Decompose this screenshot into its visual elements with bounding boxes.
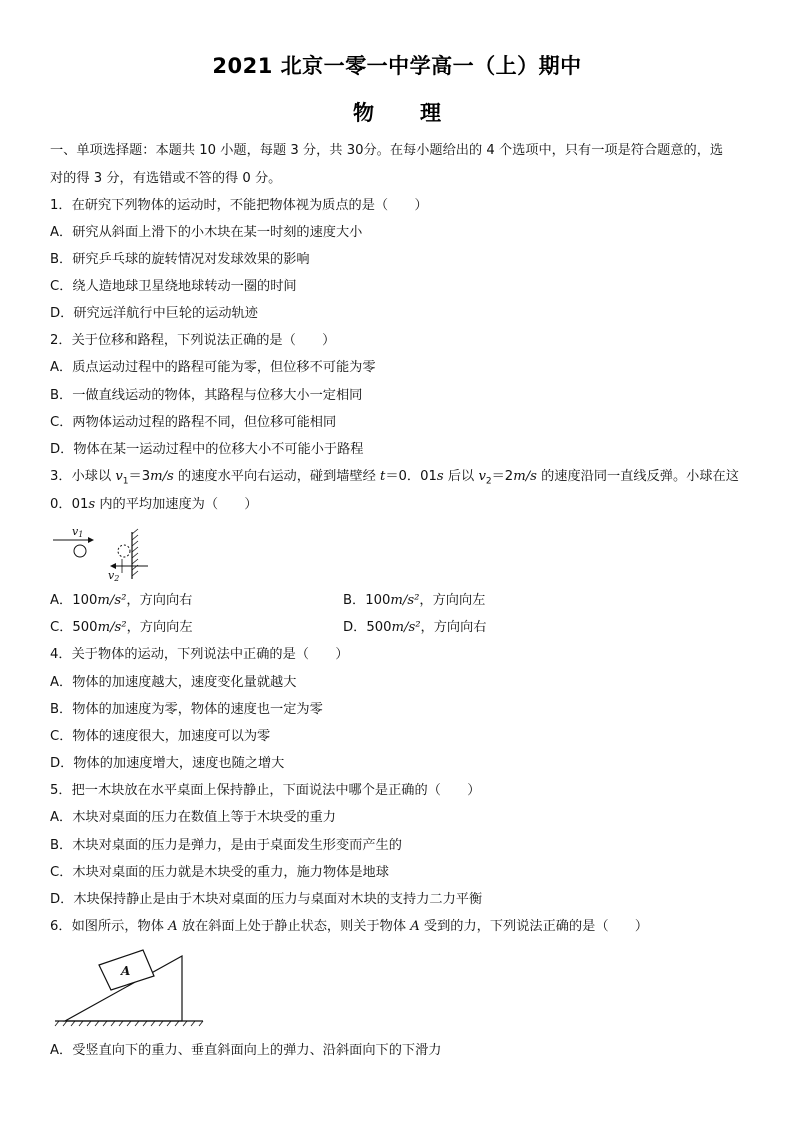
q4-stem: 4．关于物体的运动，下列说法中正确的是（ ） (50, 647, 349, 662)
q1-option-a: A．研究从斜面上滑下的小木块在某一时刻的速度大小 (50, 225, 363, 240)
q3-stem-line-1: 3．小球以 $v_1=3m/s$ 的速度水平向右运动，碰到墙壁经 t＝0．01s 后以 $v_2=2m/s$ 的速度沿同一直线反弹。小球在这 (50, 469, 739, 487)
subject-char-2: 理 (420, 101, 441, 125)
q6-option-a: A．受竖直向下的重力、垂直斜面向上的弹力、沿斜面向下的下滑力 (50, 1043, 442, 1058)
q5-option-c: C．木块对桌面的压力就是木块受的重力，施力物体是地球 (50, 865, 389, 880)
block-a-label: A (121, 964, 131, 978)
q4-option-b: B．物体的加速度为零，物体的速度也一定为零 (50, 702, 323, 717)
ground-hatching (55, 1021, 203, 1026)
q5-option-b: B．木块对桌面的压力是弹力，是由于桌面发生形变而产生的 (50, 838, 402, 853)
q3-figure-ball-wall (50, 522, 160, 584)
q3-stem-line-2: 0．01s 内的平均加速度为（ ） (50, 497, 258, 512)
q4-option-c: C．物体的速度很大，加速度可以为零 (50, 729, 271, 744)
q3-option-c: C．500m/s²，方向向左 (50, 620, 193, 635)
q5-option-a: A．木块对桌面的压力在数值上等于木块受的重力 (50, 810, 336, 825)
wall-hatching (132, 529, 138, 576)
subject-title (0, 97, 794, 127)
q2-option-b: B．一做直线运动的物体，其路程与位移大小一定相同 (50, 388, 363, 403)
section-instructions-line-2: 对的得 3 分，有选错或不答的得 0 分。 (50, 171, 282, 186)
q3-option-d: D．500m/s²，方向向右 (343, 620, 487, 635)
q3-option-b: B．100m/s²，方向向左 (343, 593, 486, 608)
subject-char-1: 物 (353, 101, 374, 125)
exam-title: 2021 北京一零一中学高一（上）期中 (212, 54, 582, 78)
v2-label: v2 (108, 569, 120, 583)
q1-option-d: D．研究远洋航行中巨轮的运动轨迹 (50, 306, 258, 321)
q6-stem: 6．如图所示，物体 A 放在斜面上处于静止状态，则关于物体 A 受到的力，下列说法正确的是（ ） (50, 919, 649, 934)
q6-figure-incline (55, 950, 205, 1030)
v1-arrowhead (88, 537, 94, 543)
q2-option-a: A．质点运动过程中的路程可能为零，但位移不可能为零 (50, 360, 376, 375)
q3-option-a: A．100m/s²，方向向右 (50, 593, 193, 608)
q2-option-d: D．物体在某一运动过程中的位移大小不可能小于路程 (50, 442, 364, 457)
q4-option-d: D．物体的加速度增大，速度也随之增大 (50, 756, 285, 771)
q2-option-c: C．两物体运动过程的路程不同，但位移可能相同 (50, 415, 337, 430)
q1-stem: 1．在研究下列物体的运动时，不能把物体视为质点的是（ ） (50, 198, 428, 213)
ball (74, 545, 86, 557)
q5-option-d: D．木块保持静止是由于木块对桌面的压力与桌面对木块的支持力二力平衡 (50, 892, 483, 907)
ball-at-wall (118, 545, 130, 557)
v1-label: v1 (72, 525, 84, 539)
q5-stem: 5．把一木块放在水平桌面上保持静止，下面说法中哪个是正确的（ ） (50, 783, 481, 798)
q2-stem: 2．关于位移和路程，下列说法正确的是（ ） (50, 333, 336, 348)
section-instructions-line-1: 一、单项选择题：本题共 10 小题，每题 3 分，共 30分。在每小题给出的 4 个选项中，只有一项是符合题意的，选 (50, 143, 724, 158)
q1-option-b: B．研究乒乓球的旋转情况对发球效果的影响 (50, 252, 310, 267)
q4-option-a: A．物体的加速度越大，速度变化量就越大 (50, 675, 297, 690)
q1-option-c: C．绕人造地球卫星绕地球转动一圈的时间 (50, 279, 297, 294)
